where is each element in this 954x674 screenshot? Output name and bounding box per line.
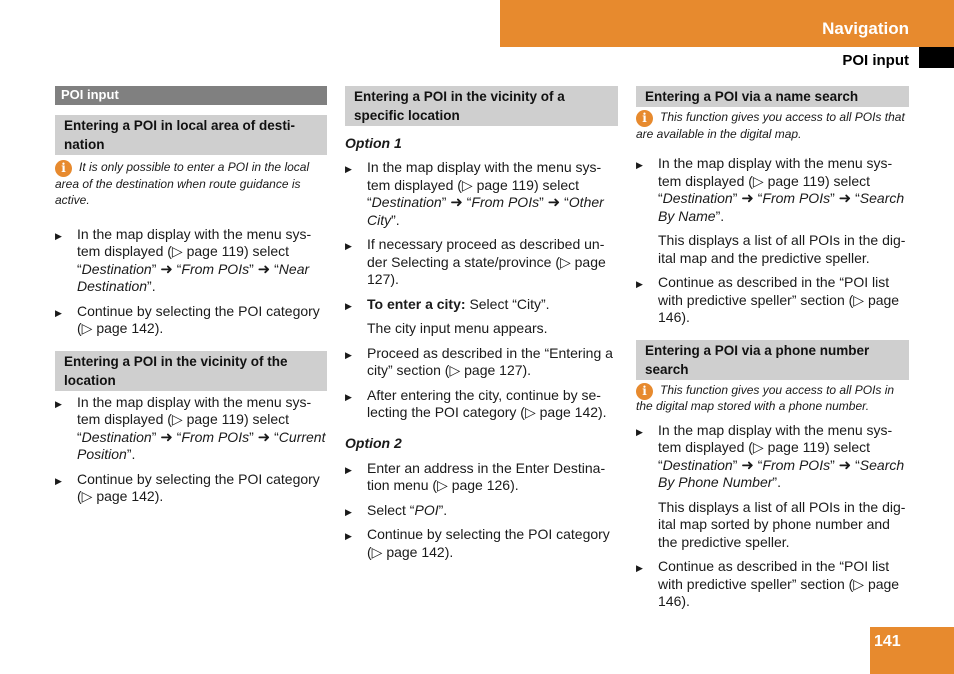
arrow-right-icon: ➜ <box>257 428 271 446</box>
list-item: ▶ After entering the city, continue by se-lecting the POI category (▷ page 142). <box>345 387 618 422</box>
chapter-tab-marker <box>919 47 954 68</box>
list-item: ▶ In the map display with the menu sys-tem displayed (▷ page 119) select “Destination” ➜ “From POIs” ➜ “Search By Name”. <box>636 155 909 225</box>
result-text: The city input menu appears. <box>367 320 548 336</box>
list-item: ▶ In the map display with the menu sys-tem displayed (▷ page 119) select “Destination” ➜ “From POIs” ➜ “Current Position”. <box>55 394 327 464</box>
main-heading: POI input <box>55 86 327 105</box>
arrow-right-icon: ➜ <box>547 194 561 211</box>
arrow-right-icon: ➜ <box>838 456 852 474</box>
list-item: ▶ Continue by selecting the POI category (▷ page 142). <box>55 303 327 338</box>
arrow-right-icon: ➜ <box>741 190 754 207</box>
list-item: ▶ Continue as described in the “POI list with predictive speller” section (▷ page 146). <box>636 274 909 327</box>
result-text: This displays a list of all POIs in the dig-ital map sorted by phone number and the predictive speller. <box>658 498 906 550</box>
column-3 <box>636 86 909 611</box>
list-item: ▶ Select “POI”. <box>345 502 618 520</box>
list-item: ▶ Continue by selecting the POI category (▷ page 142). <box>345 526 618 561</box>
heading-name-search: Entering a POI via a name search <box>636 86 909 107</box>
arrow-right-icon: ➜ <box>838 190 852 207</box>
info-icon: i <box>55 160 72 177</box>
list-item: ▶ In the map display with the menu sys-tem displayed (▷ page 119) select “Destination” ➜ “From POIs” ➜ “Search By Phone Number”. <box>636 422 909 492</box>
arrow-right-icon: ➜ <box>741 456 754 474</box>
list-item: ▶ In the map display with the menu sys-tem displayed (▷ page 119) select “Destination” ➜ “From POIs” ➜ “Near Destination”. <box>55 226 327 296</box>
arrow-right-icon: ➜ <box>257 260 271 278</box>
note-local-area: i It is only possible to enter a POI in the local area of the destination when route guidance is active. <box>55 160 310 207</box>
option-2-label: Option 2 <box>345 434 402 451</box>
chapter-header-bar <box>500 0 954 47</box>
note-name-search: i This function gives you access to all POIs that are available in the digital map. <box>636 110 905 141</box>
chapter-title: Navigation <box>822 19 909 38</box>
info-icon: i <box>636 383 653 400</box>
heading-local-area: Entering a POI in local area of desti-nation <box>55 115 327 155</box>
page-number: 141 <box>874 633 901 650</box>
list-item: ▶ Continue as described in the “POI list with predictive speller” section (▷ page 146). <box>636 558 909 611</box>
info-icon: i <box>636 110 653 127</box>
list-item: ▶ Proceed as described in the “Entering a city” section (▷ page 127). <box>345 345 618 380</box>
heading-specific-location: Entering a POI in the vicinity of a specific location <box>345 86 618 126</box>
heading-vicinity-location: Entering a POI in the vicinity of the location <box>55 351 327 391</box>
option-1-label: Option 1 <box>345 135 402 151</box>
list-item: ▶ Continue by selecting the POI category (▷ page 142). <box>55 471 327 506</box>
heading-phone-search: Entering a POI via a phone number search <box>636 340 909 380</box>
list-item: ▶ Enter an address in the Enter Destina-tion menu (▷ page 126). <box>345 460 618 495</box>
list-item: ▶ If necessary proceed as described un-der Selecting a state/province (▷ page 127). <box>345 236 618 289</box>
column-1 <box>55 86 327 506</box>
arrow-right-icon: ➜ <box>160 428 173 446</box>
result-text: This displays a list of all POIs in the dig-ital map and the predictive speller. <box>658 232 906 266</box>
arrow-right-icon: ➜ <box>450 194 463 211</box>
section-title: POI input <box>842 52 909 69</box>
column-2 <box>345 86 618 561</box>
list-item: ▶ In the map display with the menu sys-tem displayed (▷ page 119) select “Destination” ➜ “From POIs” ➜ “Other City”. <box>345 159 618 229</box>
note-phone-search: i This function gives you access to all POIs in the digital map stored with a phone number. <box>636 382 895 413</box>
arrow-right-icon: ➜ <box>160 260 173 278</box>
list-item: ▶ To enter a city: Select “City”. <box>345 296 618 314</box>
page-number-box <box>870 627 954 674</box>
